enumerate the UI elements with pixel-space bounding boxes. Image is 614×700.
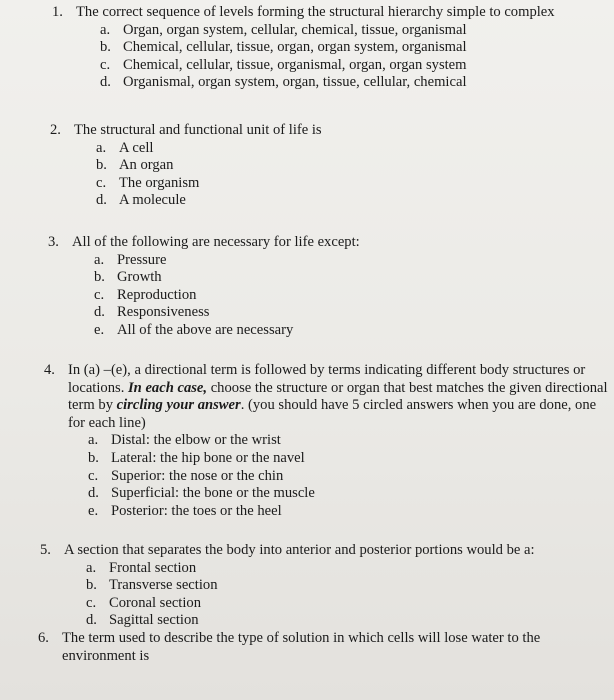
question-4 [44, 362, 610, 520]
question-3 [48, 234, 588, 340]
option-b: b. An organ [96, 157, 174, 174]
question-number: 5. [40, 542, 51, 558]
question-text: All of the following are necessary for life except: [72, 234, 360, 250]
question-number: 1. [52, 4, 63, 20]
question-6 [38, 630, 598, 665]
option-c: c. The organism [96, 174, 200, 191]
option-list [88, 432, 610, 520]
option-b: b. Growth [94, 269, 162, 286]
question-number: 2. [50, 122, 61, 138]
question-text: The correct sequence of levels forming the structural hierarchy simple to complex [76, 4, 555, 20]
option-d: d. A molecule [96, 192, 186, 209]
option-a: a. Pressure [94, 251, 167, 268]
option-d: d. Organismal, organ system, organ, tissue, cellular, chemical [100, 74, 467, 91]
option-list [86, 560, 610, 630]
question-1 [52, 4, 607, 92]
option-a: a. Organ, organ system, cellular, chemical, tissue, organismal [100, 21, 467, 38]
question-2 [50, 122, 590, 210]
option-d: d. Superficial: the bone or the muscle [88, 485, 315, 502]
option-b: b. Chemical, cellular, tissue, organ, organ system, organismal [100, 39, 467, 56]
question-text: In (a) –(e), a directional term is followed by terms indicating different body structures or locations. In each case, choose the structure or organ that best matches the given directional term by circling your answer. (you should have 5 circled answers when you are done, one for each line) [68, 362, 608, 431]
option-c: c. Reproduction [94, 286, 197, 303]
option-e: e. Posterior: the toes or the heel [88, 502, 282, 519]
option-d: d. Responsiveness [94, 304, 210, 321]
option-list [94, 252, 588, 340]
question-number: 4. [44, 362, 55, 378]
option-c: c. Superior: the nose or the chin [88, 467, 284, 484]
option-a: a. A cell [96, 139, 154, 156]
question-text: The term used to describe the type of solution in which cells will lose water to the environment is [62, 630, 541, 664]
question-number: 6. [38, 630, 49, 646]
option-c: c. Coronal section [86, 594, 202, 611]
option-a: a. Distal: the elbow or the wrist [88, 432, 281, 449]
option-c: c. Chemical, cellular, tissue, organismal, organ, organ system [100, 56, 467, 73]
emphasis-in-each-case: In each case, [128, 379, 208, 396]
question-5 [40, 542, 610, 630]
option-b: b. Lateral: the hip bone or the navel [88, 449, 305, 466]
question-text: The structural and functional unit of life is [74, 122, 322, 138]
question-number: 3. [48, 234, 59, 250]
option-e: e. All of the above are necessary [94, 321, 294, 338]
option-d: d. Sagittal section [86, 612, 199, 629]
option-list [100, 22, 607, 92]
question-text: A section that separates the body into anterior and posterior portions would be a: [64, 542, 535, 558]
option-a: a. Frontal section [86, 559, 197, 576]
emphasis-circling-your-answer: circling your answer [116, 397, 241, 414]
option-b: b. Transverse section [86, 577, 218, 594]
option-list [96, 140, 590, 210]
